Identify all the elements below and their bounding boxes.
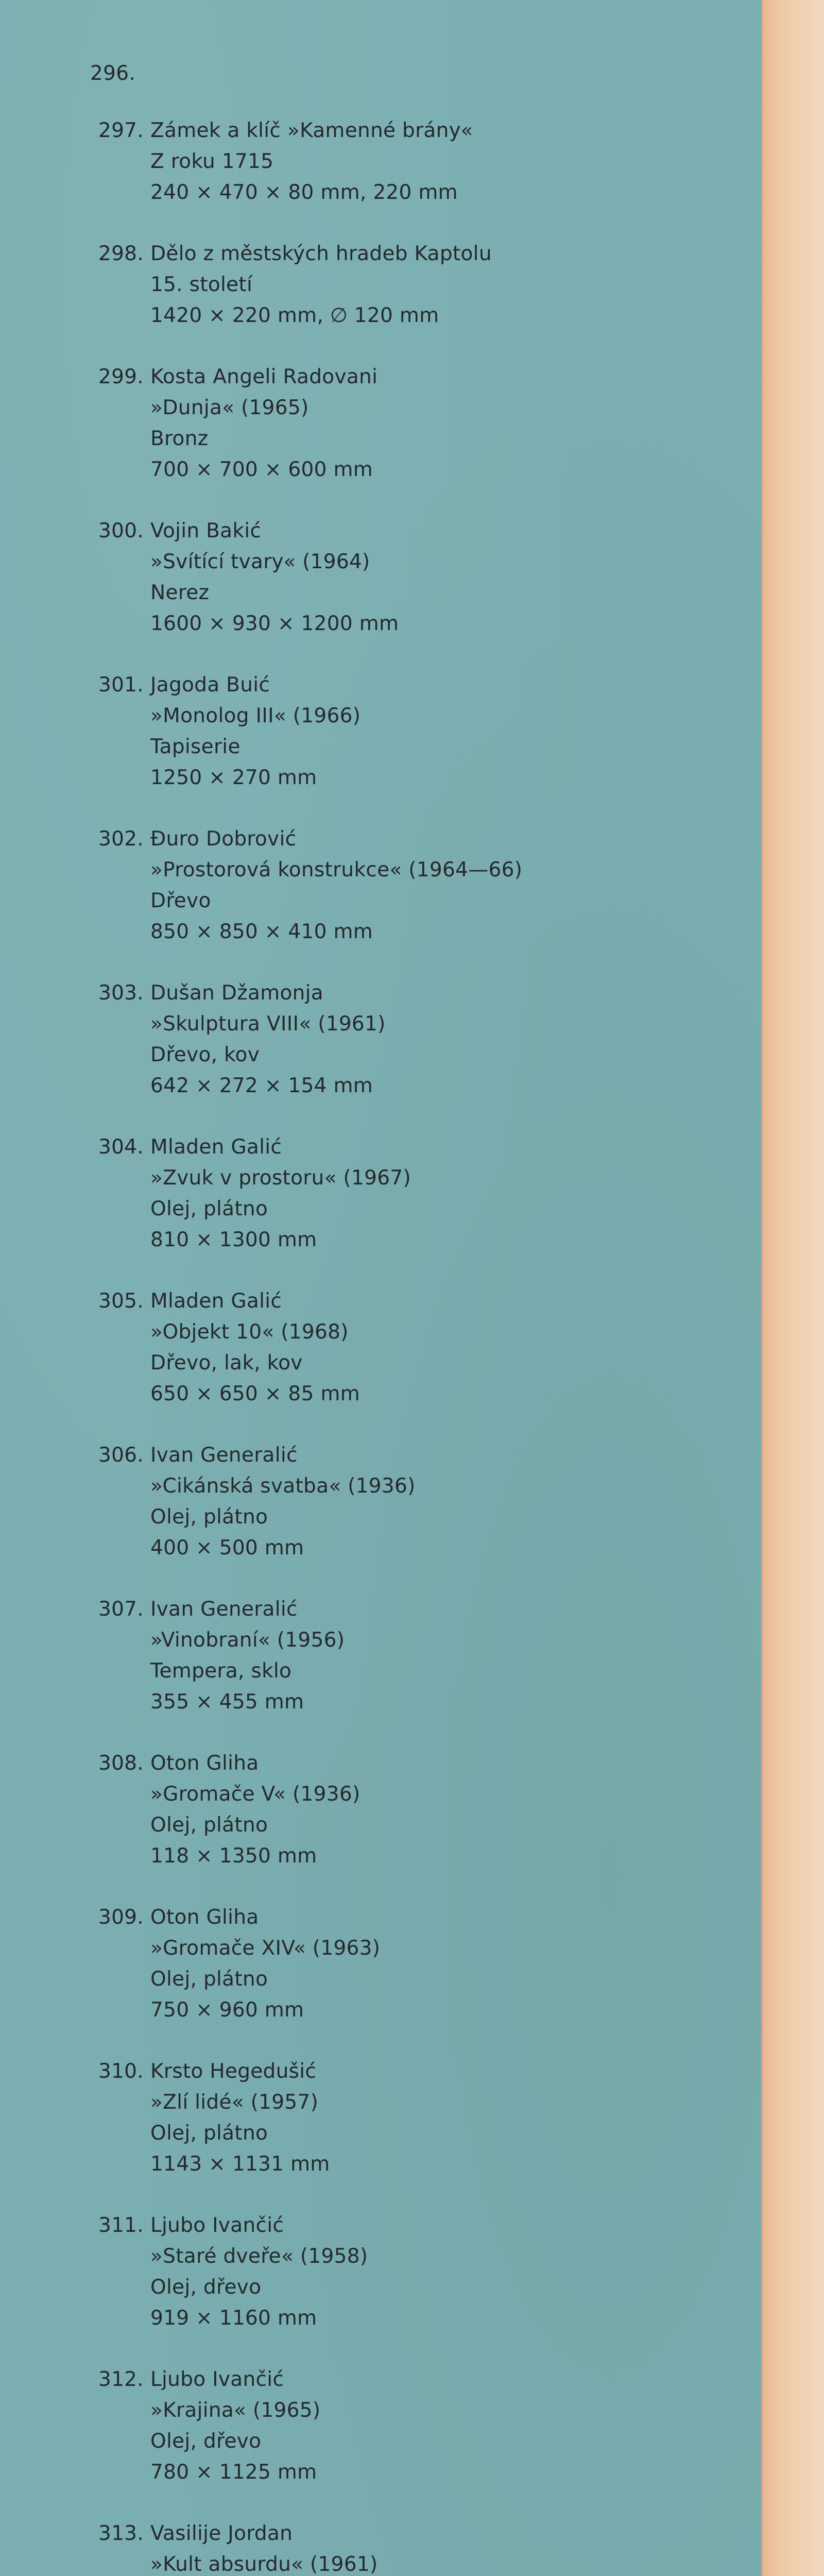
catalog-entry-number: 313. xyxy=(98,2522,144,2545)
catalog-entry-line: 650 × 650 × 85 mm xyxy=(150,1382,360,1405)
catalog-entry-number: 304. xyxy=(98,1136,144,1159)
catalog-entry-number: 297. xyxy=(98,119,144,142)
catalog-entry-line: Olej, dřevo xyxy=(150,2276,262,2299)
catalog-entry-line: 919 × 1160 mm xyxy=(150,2307,317,2330)
catalog-entry-details xyxy=(150,1902,716,2026)
catalog-entry-line: Ivan Generalić xyxy=(150,1444,298,1467)
catalog-entry-line: Mladen Galić xyxy=(150,1290,282,1313)
catalog-entry-line: Ivan Generalić xyxy=(150,1598,298,1621)
catalog-entry-line: »Svítící tvary« (1964) xyxy=(150,550,370,573)
catalog-entry-line: 750 × 960 mm xyxy=(150,1998,304,2022)
catalog-entry-line: Olej, dřevo xyxy=(150,2430,262,2453)
catalog-entry-line: »Vinobraní« (1956) xyxy=(150,1629,345,1652)
catalog-entry-line: 1250 × 270 mm xyxy=(150,766,317,789)
catalog-entry-line: 400 × 500 mm xyxy=(150,1536,304,1560)
catalog-entry-number: 307. xyxy=(98,1598,144,1621)
catalog-entry-line: »Gromače XIV« (1963) xyxy=(150,1937,381,1960)
catalog-entry-number: 298. xyxy=(98,242,144,265)
catalog-entry-line: 118 × 1350 mm xyxy=(150,1844,317,1868)
catalog-entry-line: Đuro Dobrović xyxy=(150,827,297,851)
catalog-entry-line: Vojin Bakić xyxy=(150,519,262,543)
catalog-entry xyxy=(88,670,716,793)
catalog-entry-details xyxy=(150,1748,716,1872)
catalog-entry-line: Olej, plátno xyxy=(150,1197,268,1221)
catalog-entry xyxy=(88,1748,716,1872)
catalog-entry-line: 642 × 272 × 154 mm xyxy=(150,1074,373,1097)
catalog-entry-line: Olej, plátno xyxy=(150,1505,268,1529)
catalog-entry-details xyxy=(150,362,716,485)
catalog-entry xyxy=(88,115,716,208)
catalog-entry-number: 308. xyxy=(98,1752,144,1775)
catalog-entry-line: Nerez xyxy=(150,581,210,604)
catalog-entry-line: 700 × 700 × 600 mm xyxy=(150,458,373,481)
catalog-entry-details xyxy=(150,978,716,1101)
catalog-entry-details xyxy=(150,1440,716,1564)
entries-container xyxy=(88,115,716,2576)
catalog-entry-details xyxy=(150,1594,716,1718)
catalog-entry-line: Olej, plátno xyxy=(150,1814,268,1837)
catalog-list xyxy=(88,62,716,2576)
catalog-entry-details xyxy=(150,2364,716,2488)
catalog-entry-line: Olej, plátno xyxy=(150,1968,268,1991)
catalog-entry-line: Tempera, sklo xyxy=(150,1659,292,1683)
catalog-entry-line: 780 × 1125 mm xyxy=(150,2461,317,2484)
catalog-entry-line: Vasilije Jordan xyxy=(150,2522,293,2545)
catalog-entry xyxy=(88,1132,716,1256)
catalog-entry xyxy=(88,239,716,331)
catalog-entry-number: 302. xyxy=(98,827,144,851)
catalog-entry-details xyxy=(150,1132,716,1256)
catalog-entry-line: Kosta Angeli Radovani xyxy=(150,365,378,388)
catalog-entry-line: Dřevo, kov xyxy=(150,1043,260,1066)
catalog-entry xyxy=(88,2518,716,2576)
catalog-entry-line: 810 × 1300 mm xyxy=(150,1228,317,1251)
catalog-entry xyxy=(88,1594,716,1718)
catalog-entry-line: 15. století xyxy=(150,273,253,296)
catalog-entry-line: 1600 × 930 × 1200 mm xyxy=(150,612,399,635)
catalog-entry-line: 850 × 850 × 410 mm xyxy=(150,920,373,943)
catalog-entry-line: »Objekt 10« (1968) xyxy=(150,1320,349,1344)
catalog-entry-line: Krsto Hegedušić xyxy=(150,2060,317,2083)
catalog-entry-line: »Krajina« (1965) xyxy=(150,2399,321,2422)
catalog-entry-line: »Cikánská svatba« (1936) xyxy=(150,1475,416,1498)
catalog-entry-line: Ljubo Ivančić xyxy=(150,2368,284,2391)
catalog-entry-number: 301. xyxy=(98,673,144,697)
catalog-entry-line: Dřevo, lak, kov xyxy=(150,1351,303,1375)
catalog-entry-number: 300. xyxy=(98,519,144,543)
catalog-entry xyxy=(88,1902,716,2026)
catalog-number: 296. xyxy=(90,62,136,85)
catalog-entry-line: Oton Gliha xyxy=(150,1906,259,1929)
catalog-entry xyxy=(88,2364,716,2488)
catalog-entry-line: 1143 × 1131 mm xyxy=(150,2153,330,2176)
catalog-entry-details xyxy=(150,2056,716,2180)
catalog-entry-details xyxy=(150,670,716,793)
catalog-entry-line: Z roku 1715 xyxy=(150,150,274,173)
catalog-entry xyxy=(88,2210,716,2334)
catalog-entry xyxy=(88,2056,716,2180)
catalog-entry-line: 1420 × 220 mm, ∅ 120 mm xyxy=(150,304,439,327)
catalog-entry xyxy=(88,1440,716,1564)
catalog-entry-number: 312. xyxy=(98,2368,144,2391)
catalog-entry-number: 309. xyxy=(98,1906,144,1929)
catalog-entry-line: Dušan Džamonja xyxy=(150,981,323,1005)
catalog-entry-line: »Dunja« (1965) xyxy=(150,396,309,419)
catalog-entry-details xyxy=(150,239,716,331)
catalog-entry-line: Dělo z městských hradeb Kaptolu xyxy=(150,242,492,265)
catalog-entry-number: 311. xyxy=(98,2214,144,2237)
catalog-entry xyxy=(88,978,716,1101)
catalog-entry-line: »Zlí lidé« (1957) xyxy=(150,2091,319,2114)
catalog-entry-number: 303. xyxy=(98,981,144,1005)
catalog-entry xyxy=(88,516,716,639)
catalog-entry xyxy=(88,1286,716,1410)
paper-edge xyxy=(758,0,824,2576)
catalog-entry-line: Oton Gliha xyxy=(150,1752,259,1775)
catalog-entry-number: 299. xyxy=(98,365,144,388)
catalog-entry-details xyxy=(150,2210,716,2334)
catalog-entry-details xyxy=(150,516,716,639)
catalog-entry-line: »Staré dveře« (1958) xyxy=(150,2245,368,2268)
catalog-entry-line: »Kult absurdu« (1961) xyxy=(150,2553,378,2576)
catalog-entry-number: 310. xyxy=(98,2060,144,2083)
catalog-entry-line: Ljubo Ivančić xyxy=(150,2214,284,2237)
catalog-entry-line: »Prostorová konstrukce« (1964—66) xyxy=(150,858,523,882)
catalog-entry-number: 306. xyxy=(98,1444,144,1467)
catalog-entry xyxy=(88,362,716,485)
catalog-entry-line: Tapiserie xyxy=(150,735,241,758)
catalog-entry-details xyxy=(150,1286,716,1410)
catalog-entry-line: Jagoda Buić xyxy=(150,673,270,697)
catalog-entry-number: 305. xyxy=(98,1290,144,1313)
catalog-entry-details xyxy=(150,2518,716,2576)
catalog-entry-line: 240 × 470 × 80 mm, 220 mm xyxy=(150,181,458,204)
catalog-entry-line: »Zvuk v prostoru« (1967) xyxy=(150,1166,411,1190)
catalog-entry-line: Bronz xyxy=(150,427,209,450)
catalog-entry-line: »Gromače V« (1936) xyxy=(150,1783,360,1806)
catalog-entry-line: Dřevo xyxy=(150,889,211,912)
catalog-entry-line: Mladen Galić xyxy=(150,1136,282,1159)
catalog-entry-details xyxy=(150,115,716,208)
catalog-entry xyxy=(88,824,716,947)
catalog-entry-line: Olej, plátno xyxy=(150,2122,268,2145)
catalog-entry-line: »Monolog III« (1966) xyxy=(150,704,361,727)
catalog-entry-details xyxy=(150,824,716,947)
catalog-entry-line: 355 × 455 mm xyxy=(150,1690,304,1714)
catalog-entry-line: Zámek a klíč »Kamenné brány« xyxy=(150,119,473,142)
catalog-entry-line: »Skulptura VIII« (1961) xyxy=(150,1012,386,1036)
